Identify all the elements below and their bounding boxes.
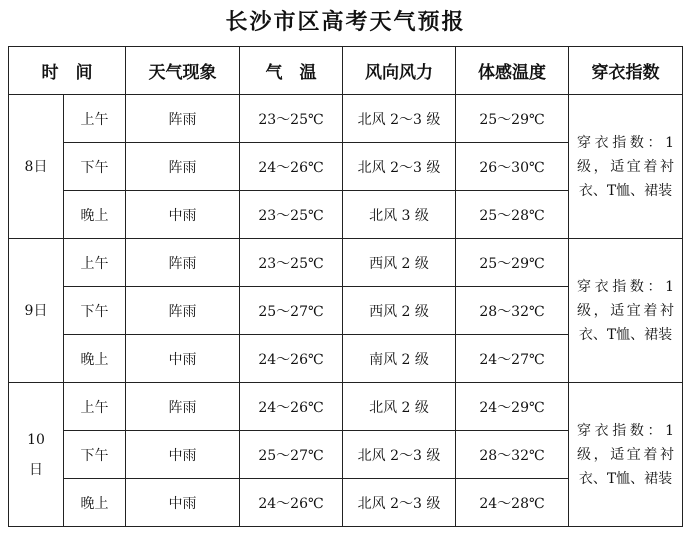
header-weather: 天气现象 (126, 47, 240, 95)
period-cell: 晚上 (64, 191, 126, 239)
feels-like-cell: 25～29℃ (456, 239, 569, 287)
period-cell: 下午 (64, 287, 126, 335)
feels-like-cell: 28～32℃ (456, 431, 569, 479)
temperature-cell: 25～27℃ (240, 431, 343, 479)
header-feels-like: 体感温度 (456, 47, 569, 95)
day-label: 9日 (9, 239, 64, 383)
wind-cell: 北风 2～3 级 (343, 479, 456, 527)
temperature-cell: 24～26℃ (240, 335, 343, 383)
temperature-cell: 24～26℃ (240, 143, 343, 191)
period-cell: 下午 (64, 431, 126, 479)
weather-cell: 中雨 (126, 191, 240, 239)
weather-cell: 阵雨 (126, 95, 240, 143)
period-cell: 上午 (64, 95, 126, 143)
wind-cell: 北风 2～3 级 (343, 143, 456, 191)
page-title: 长沙市区高考天气预报 (225, 10, 466, 35)
wind-cell: 西风 2 级 (343, 239, 456, 287)
wind-cell: 北风 2～3 级 (343, 431, 456, 479)
weather-cell: 中雨 (126, 431, 240, 479)
period-cell: 晚上 (64, 335, 126, 383)
temperature-cell: 23～25℃ (240, 239, 343, 287)
feels-like-cell: 28～32℃ (456, 287, 569, 335)
period-cell: 上午 (64, 383, 126, 431)
period-cell: 下午 (64, 143, 126, 191)
weather-cell: 阵雨 (126, 239, 240, 287)
day-label: 8日 (9, 95, 64, 239)
dress-index-cell: 穿衣指数：1级，适宜着衬衣、T恤、裙装 (569, 383, 683, 527)
day-label: 10日 (9, 383, 64, 527)
forecast-table (8, 46, 683, 527)
dress-index-cell: 穿衣指数：1级，适宜着衬衣、T恤、裙装 (569, 239, 683, 383)
feels-like-cell: 24～27℃ (456, 335, 569, 383)
feels-like-cell: 24～28℃ (456, 479, 569, 527)
weather-cell: 阵雨 (126, 143, 240, 191)
weather-cell: 中雨 (126, 479, 240, 527)
feels-like-cell: 25～28℃ (456, 191, 569, 239)
temperature-cell: 24～26℃ (240, 383, 343, 431)
header-row (9, 47, 683, 95)
header-dress-index: 穿衣指数 (569, 47, 683, 95)
temperature-cell: 25～27℃ (240, 287, 343, 335)
wind-cell: 南风 2 级 (343, 335, 456, 383)
wind-cell: 北风 2～3 级 (343, 95, 456, 143)
table-row (9, 383, 683, 431)
table-row (9, 239, 683, 287)
temperature-cell: 23～25℃ (240, 191, 343, 239)
feels-like-cell: 26～30℃ (456, 143, 569, 191)
temperature-cell: 24～26℃ (240, 479, 343, 527)
wind-cell: 北风 3 级 (343, 191, 456, 239)
period-cell: 晚上 (64, 479, 126, 527)
header-temperature: 气 温 (240, 47, 343, 95)
wind-cell: 西风 2 级 (343, 287, 456, 335)
wind-cell: 北风 2 级 (343, 383, 456, 431)
feels-like-cell: 24～29℃ (456, 383, 569, 431)
period-cell: 上午 (64, 239, 126, 287)
weather-cell: 中雨 (126, 335, 240, 383)
table-row (9, 95, 683, 143)
feels-like-cell: 25～29℃ (456, 95, 569, 143)
header-wind: 风向风力 (343, 47, 456, 95)
weather-cell: 阵雨 (126, 383, 240, 431)
dress-index-cell: 穿衣指数：1级，适宜着衬衣、T恤、裙装 (569, 95, 683, 239)
header-time: 时 间 (9, 47, 126, 95)
temperature-cell: 23～25℃ (240, 95, 343, 143)
weather-cell: 阵雨 (126, 287, 240, 335)
